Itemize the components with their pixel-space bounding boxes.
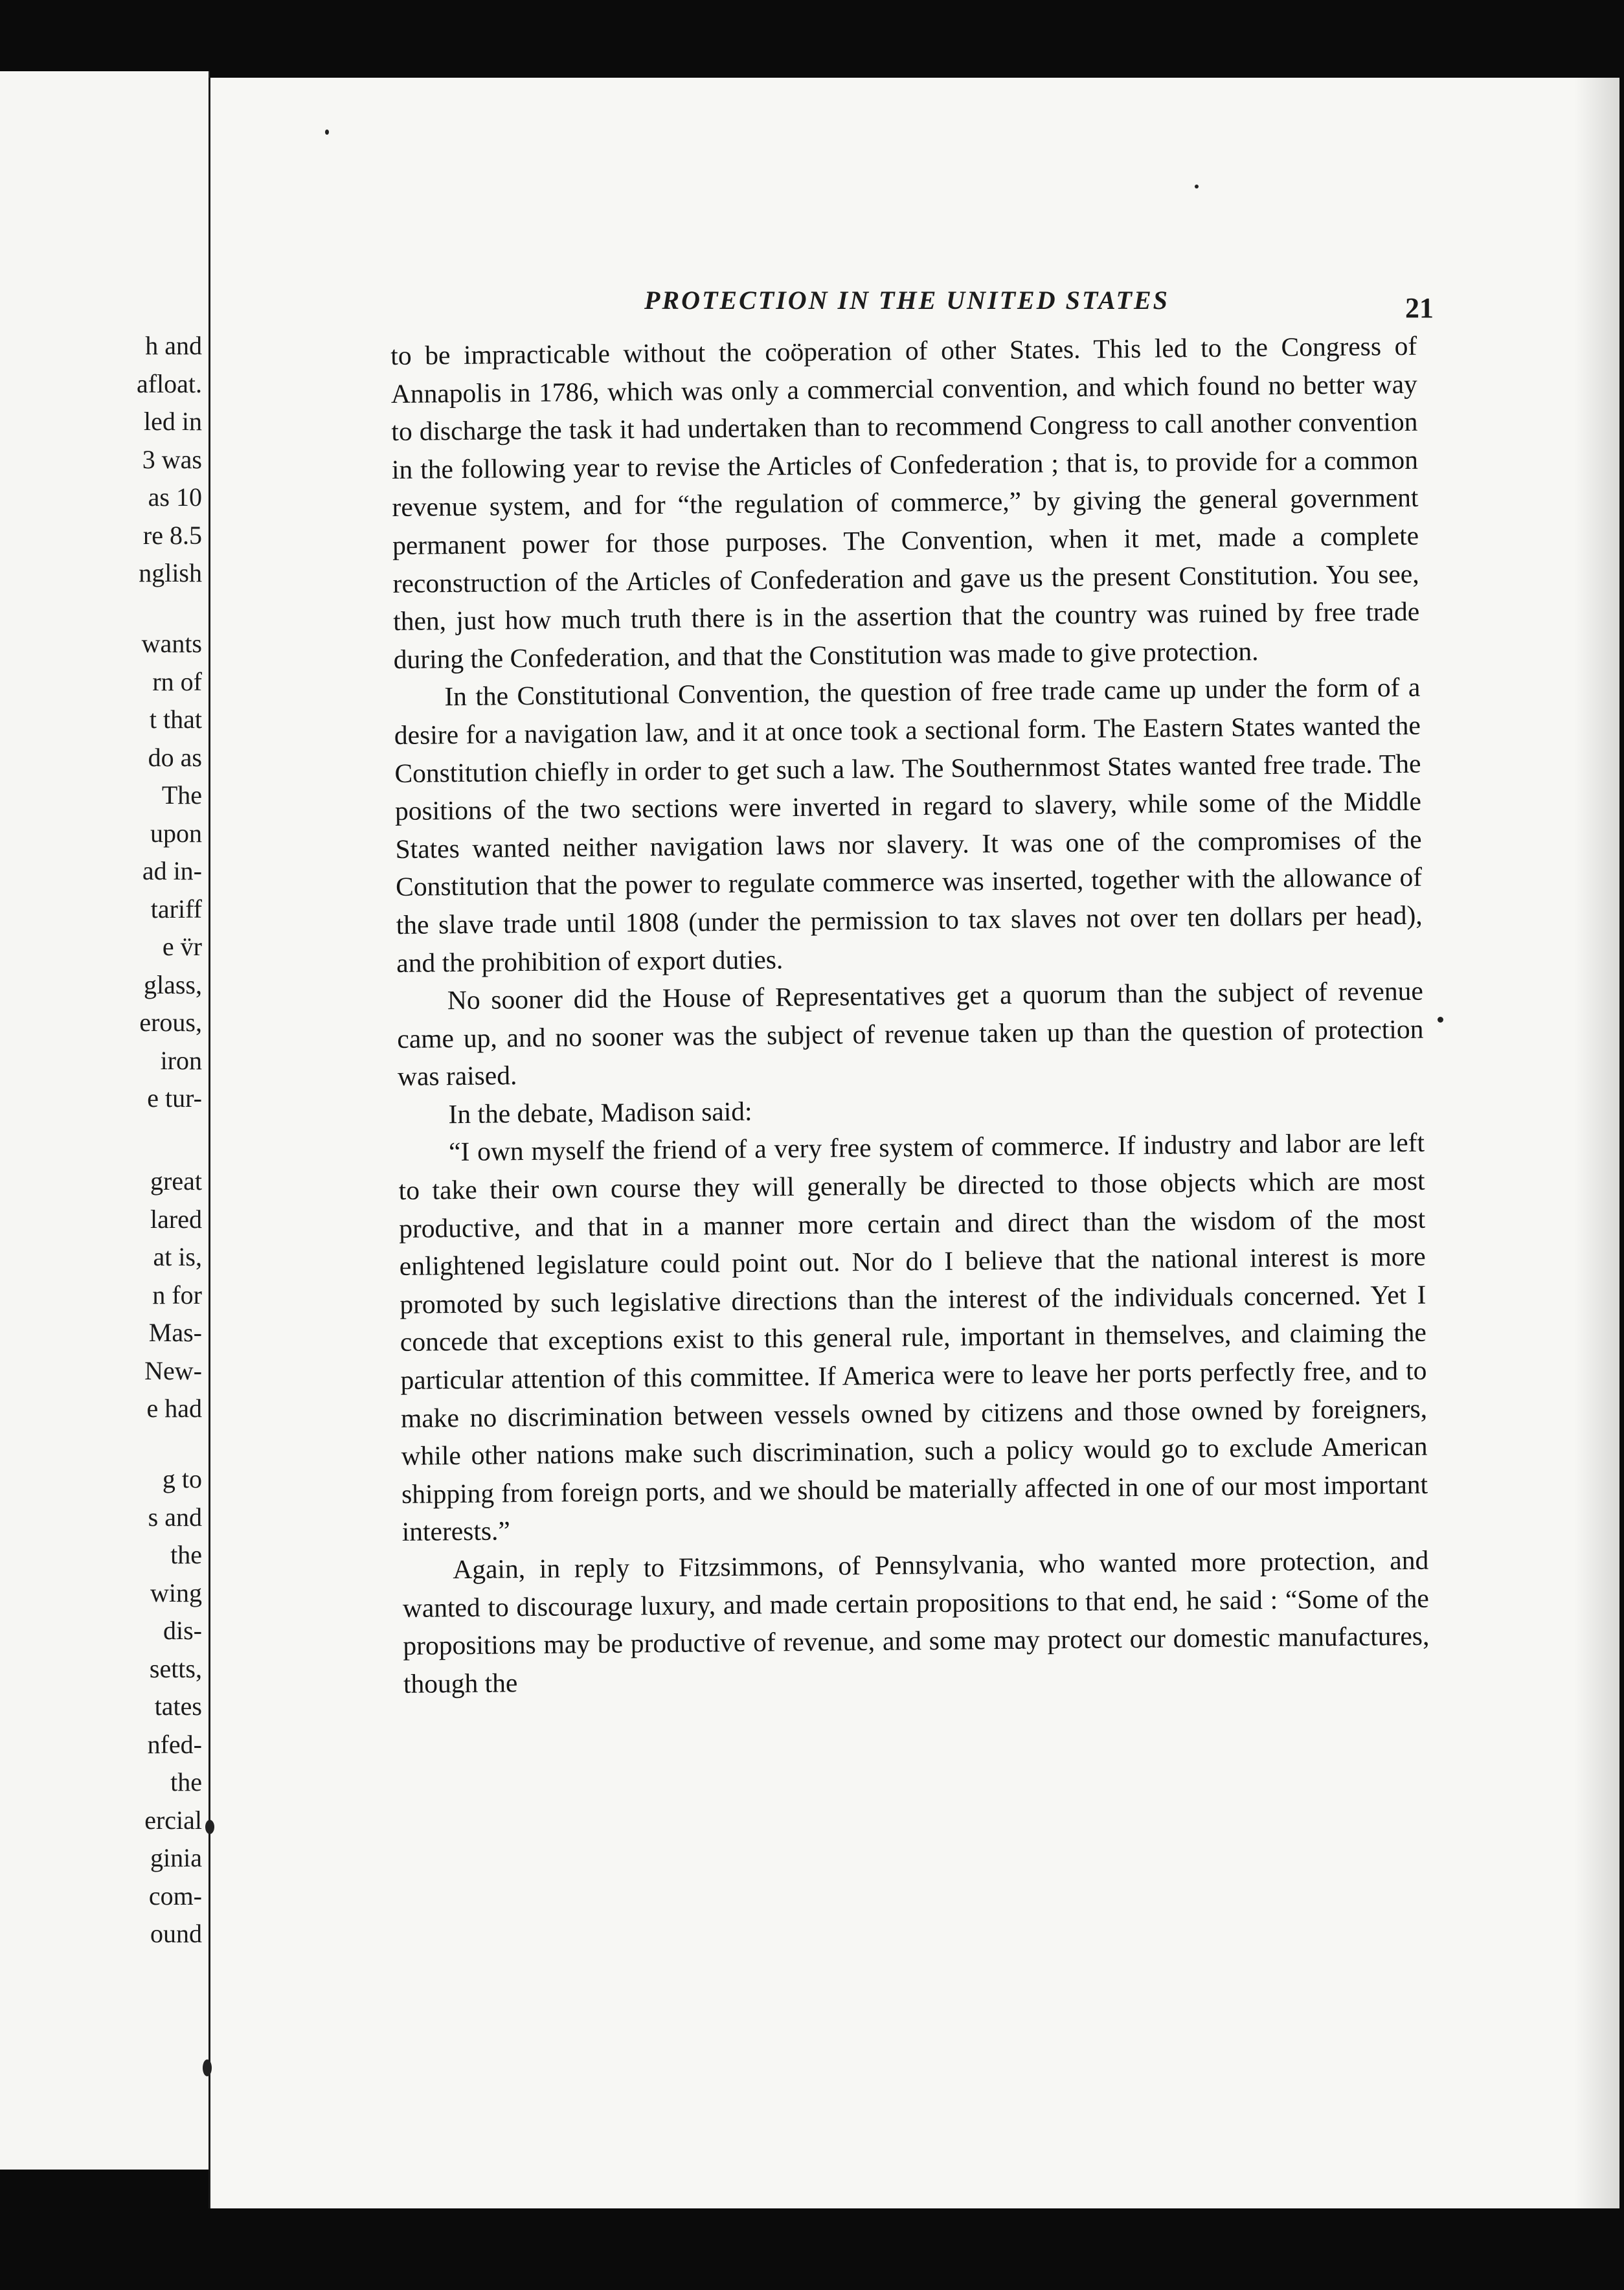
previous-page-line: Mas- bbox=[148, 1318, 202, 1347]
paragraph-4: In the debate, Madison said: bbox=[448, 1096, 752, 1129]
previous-page-line: tariff bbox=[150, 894, 202, 924]
running-head: PROTECTION IN THE UNITED STATES bbox=[644, 286, 1169, 315]
scan-speck bbox=[205, 1820, 214, 1834]
previous-page-line: com- bbox=[148, 1881, 202, 1910]
previous-page-line: nglish bbox=[139, 558, 202, 587]
previous-page-line: ginia bbox=[150, 1843, 202, 1872]
madison-quote: “I own myself the friend of a very free system of commerce. If industry and labor are left to take their own course they will generally be directed to those objects which are most productive, and that in a manner more certain and direct than the wisdom of the most enlightened legislature could point out. Nor do I believe that the national interest is more promoted by such legislative directions than the interest of the individuals concerned. Yet I concede that exceptions exist to this general rule, important in themselves, and claiming the particular attention of this committee. If America were to leave her ports perfectly free, and to make no discrimination between vessels owned by citizens and those owned by foreigners, while other nations make such discrimination, such a policy would go to exclude American shipping from foreign ports, and we should be materially affected in one of our most important interests.” bbox=[398, 1128, 1428, 1547]
previous-page-line: afloat. bbox=[136, 368, 202, 398]
previous-page-line: ercial bbox=[144, 1805, 202, 1835]
scan-speck bbox=[1438, 1017, 1443, 1023]
previous-page-line: 3 was bbox=[142, 444, 202, 474]
previous-page-line: upon bbox=[150, 818, 202, 848]
paragraph-3: No sooner did the House of Representatives get a quorum than the subject of revenue came up, and no sooner was the subject of revenue taken up than the question of protection was raised. bbox=[397, 975, 1424, 1092]
paragraph-1: to be impracticable without the coöperation of other States. This led to the Congress of Annapolis in 1786, which was only a commercial convention, and which found no better way to discharge the task it had undertaken than to recommend Congress to call another convention in the following year to revise the Articles of Confederation ; that is, to provide for a common revenue system, and for “the regulation of commerce,” by giving the general government permanent power for those purposes. The Convention, when it met, made a complete reconstruction of the Articles of Confederation and gave us the present Constitution. You see, then, just how much truth there is in the assertion that the country was ruined by free trade during the Confederation, and that the Constitution was made to give protection. bbox=[390, 330, 1420, 674]
previous-page-line: as 10 bbox=[148, 482, 202, 512]
previous-page-line: The bbox=[161, 780, 202, 810]
previous-page-line: glass, bbox=[144, 969, 202, 999]
previous-page-line: great bbox=[150, 1166, 202, 1196]
body-text bbox=[390, 327, 1430, 1703]
previous-page-line: s and bbox=[148, 1502, 202, 1532]
previous-page-line: do as bbox=[148, 742, 202, 772]
previous-page-line: tates bbox=[154, 1692, 202, 1721]
scan-speck bbox=[325, 130, 329, 135]
previous-page-line: dis- bbox=[163, 1616, 202, 1645]
previous-page-line: h and bbox=[145, 331, 202, 360]
previous-page-line: iron bbox=[160, 1045, 202, 1075]
previous-page-line: e v̈r bbox=[162, 932, 202, 961]
previous-page-line: wing bbox=[150, 1578, 202, 1607]
scan-speck bbox=[203, 2059, 212, 2076]
previous-page-line: at is, bbox=[153, 1242, 202, 1271]
previous-page-line: nfed- bbox=[147, 1729, 202, 1759]
previous-page-line: lared bbox=[150, 1204, 202, 1234]
previous-page-line: setts, bbox=[149, 1653, 202, 1683]
book-page bbox=[209, 78, 1619, 2208]
previous-page-fragment bbox=[0, 71, 210, 2170]
previous-page-line: n for bbox=[152, 1280, 202, 1309]
paragraph-2: In the Constitutional Convention, the question of free trade came up under the form of a desire for a navigation law, and it at once took a sectional form. The Eastern States wanted the Constitution chiefly in order to get such a law. The Southernmost States wanted free trade. The positions of the two sections were inverted in regard to slavery, while some of the Middle States wanted neither navigation laws nor slavery. It was one of the compromises of the Constitution that the power to regulate commerce was inserted, together with the allowance of the slave trade until 1808 (under the permission to tax slaves not over ten dollars per head), and the prohibition of export duties. bbox=[394, 672, 1423, 978]
previous-page-line: e tur- bbox=[147, 1083, 202, 1113]
page-number: 21 bbox=[1405, 292, 1434, 324]
previous-page-line: t that bbox=[149, 705, 202, 734]
previous-page-line: e had bbox=[146, 1394, 202, 1423]
previous-page-line: the bbox=[170, 1540, 202, 1569]
scan-speck bbox=[1195, 185, 1199, 188]
previous-page-line: wants bbox=[141, 629, 202, 658]
previous-page-line: rn of bbox=[152, 666, 202, 696]
previous-page-line: g to bbox=[162, 1464, 202, 1493]
paragraph-6: Again, in reply to Fitzsimmons, of Pennsylvania, who wanted more protection, and wanted to discourage luxury, and made certain propositions to that end, he said : “Some of the propositions may be productive of revenue, and some may protect our domestic manufactures, though the bbox=[402, 1545, 1430, 1699]
previous-page-line: erous, bbox=[139, 1008, 202, 1037]
previous-page-line: ound bbox=[150, 1919, 202, 1948]
previous-page-line: the bbox=[170, 1767, 202, 1797]
previous-page-line: ad in- bbox=[142, 856, 202, 885]
previous-page-line: New- bbox=[144, 1355, 202, 1385]
previous-page-line: re 8.5 bbox=[142, 520, 202, 550]
previous-page-line: led in bbox=[144, 407, 202, 436]
